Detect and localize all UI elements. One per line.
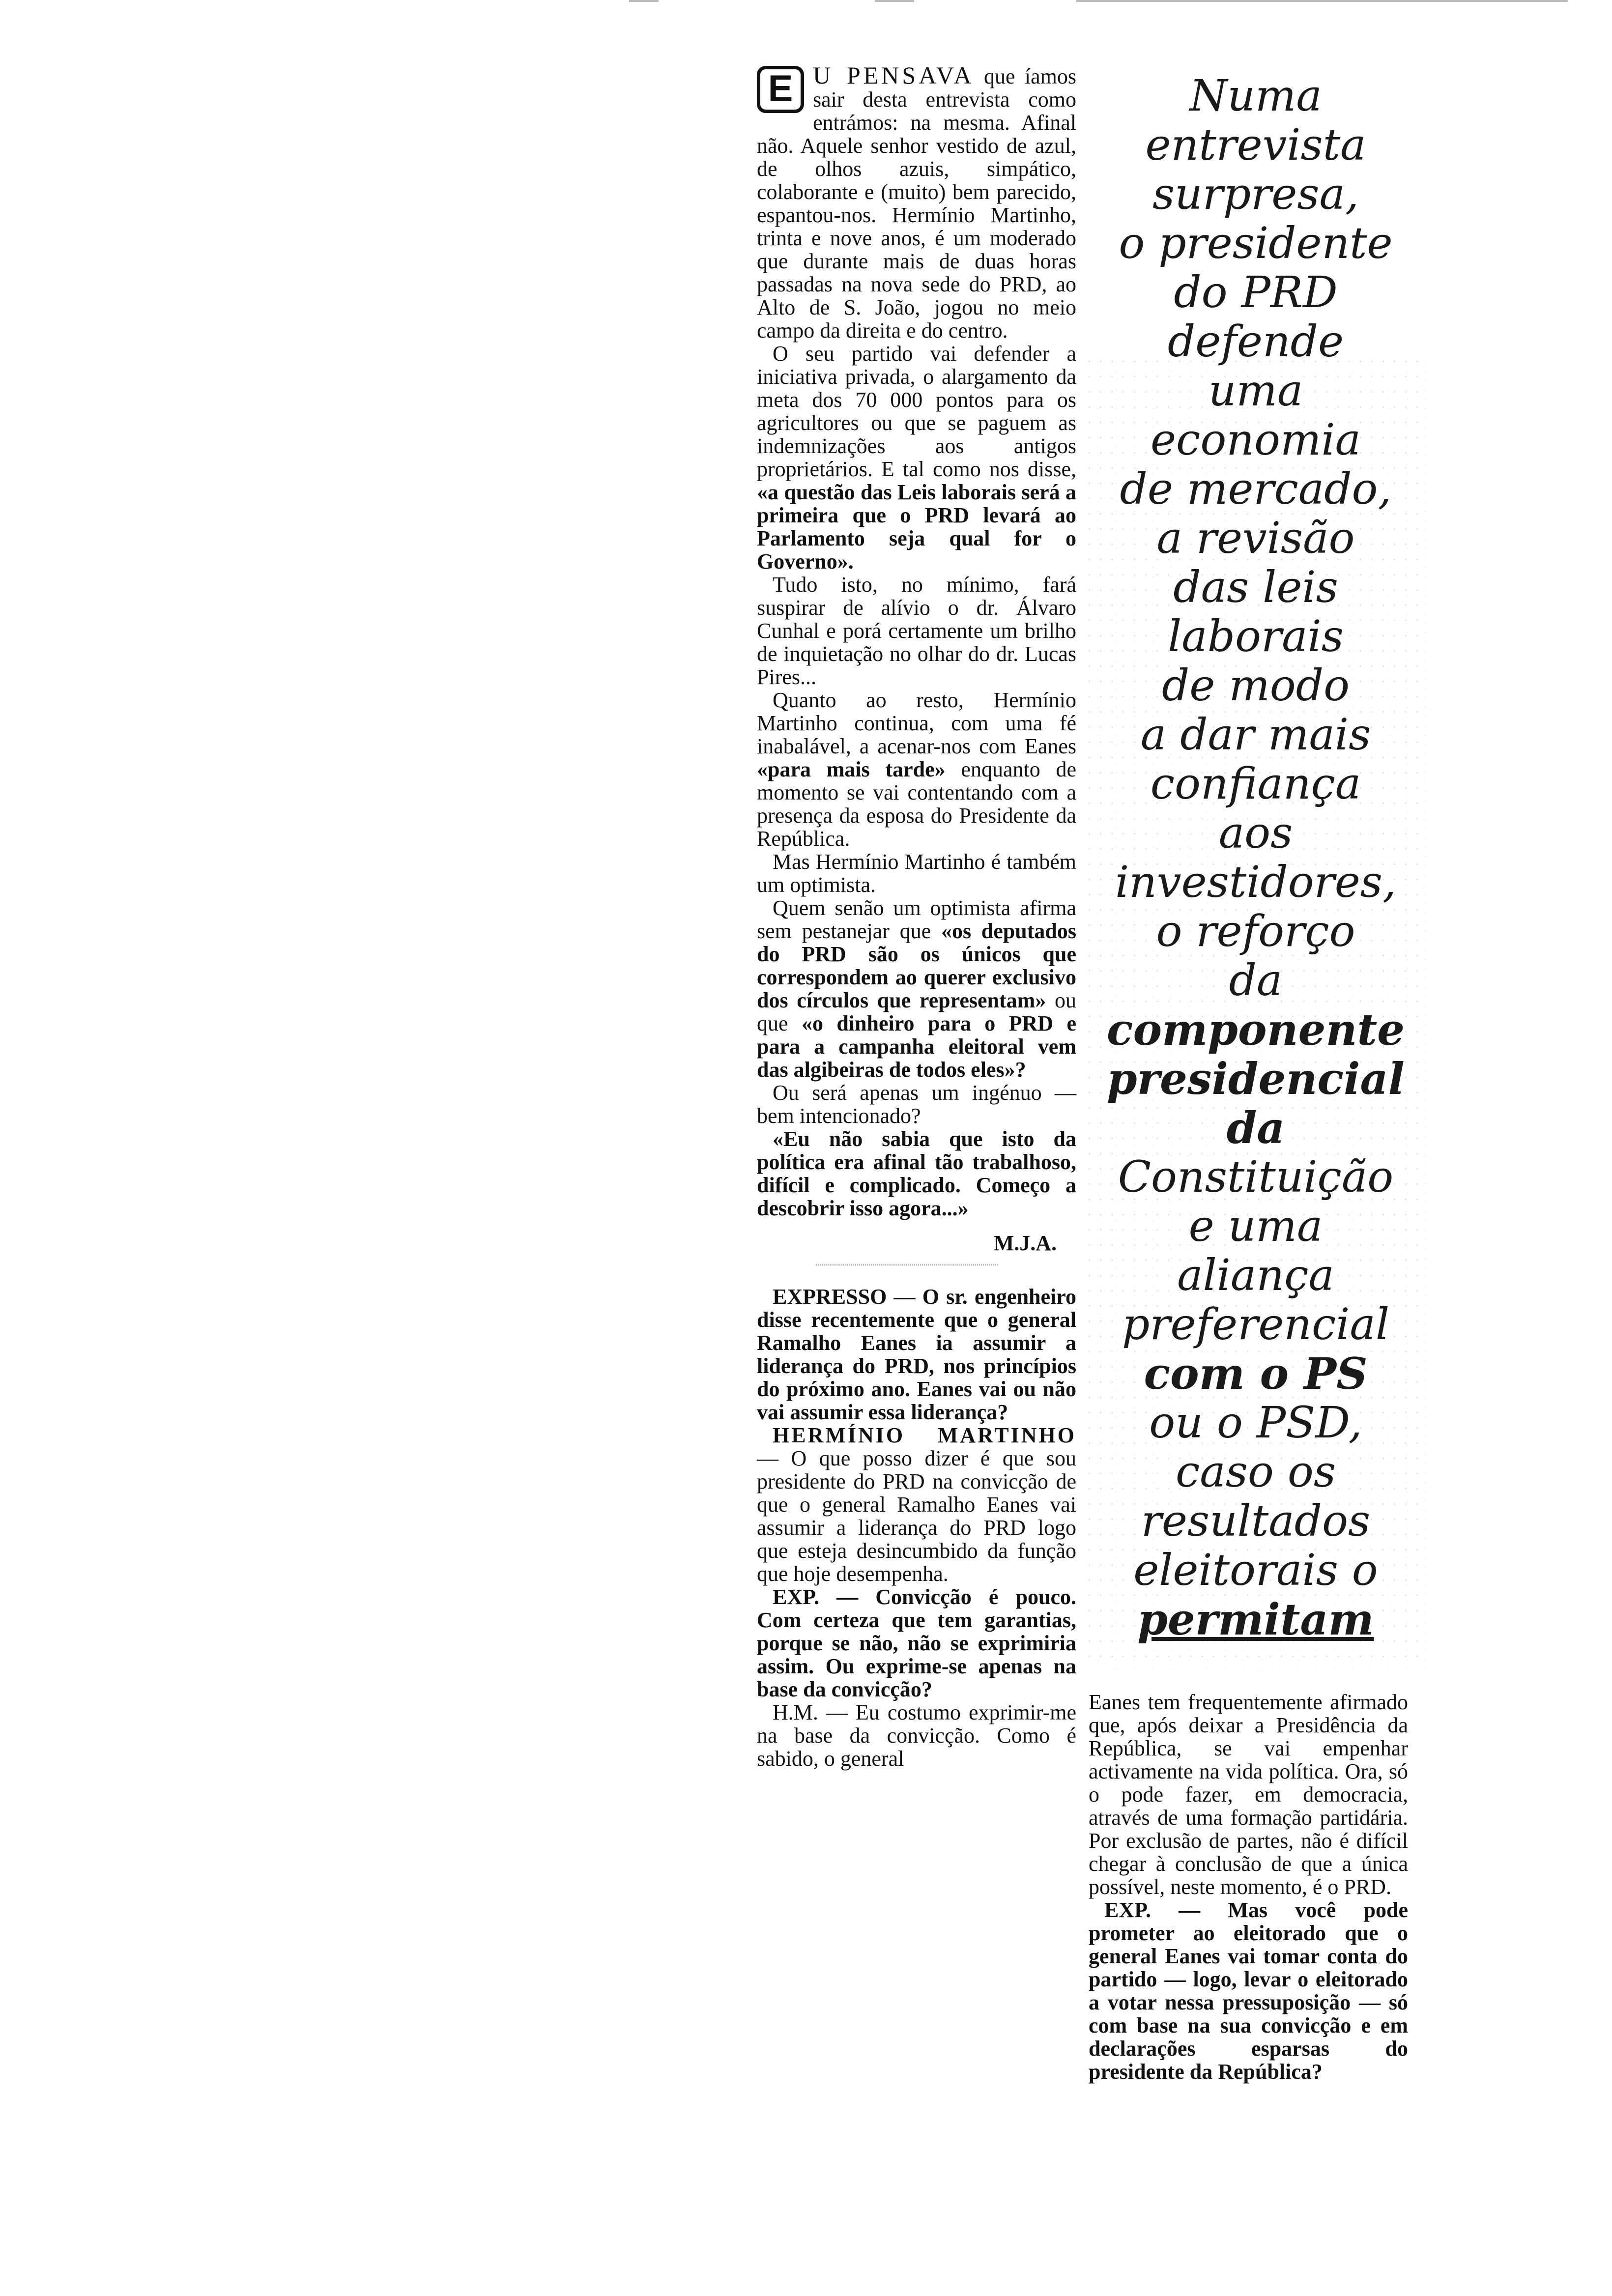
paragraph: Eanes tem frequentemente afirmado que, após deixar a Presidência da República, se vai empenhar activamente na vida política. Ora, só o pode fazer, em democracia, através de uma formação partidária. Por exclusão de partes, não é difícil chegar à conclusão de que a única possível, neste momento, é o PRD. [1089,1690,1408,1899]
headline-line: o reforço [1156,906,1355,956]
paragraph: Mas Hermínio Martinho é também um optimista. [757,850,1076,897]
quote-bold: «a questão das Leis laborais será a primeira que o PRD levará ao Parlamento seja qual for o Governo». [757,480,1076,574]
headline-line: Constituição [1118,1151,1394,1202]
headline-column [1089,71,1423,1644]
paragraph: Ou será apenas um ingénuo — bem intencionado? [757,1081,1076,1128]
headline-line: defende [1167,316,1344,367]
headline-line: eleitorais o [1133,1545,1378,1595]
scan-edge-mark [629,0,659,2]
headline-line: do PRD [1174,267,1338,317]
paragraph-text: Quanto ao resto, Hermínio Martinho continua, com uma fé inabalável, a acenar-nos com Eanes [757,688,1076,758]
headline-line: com o PS [1144,1348,1368,1399]
headline-line: uma [1208,365,1303,416]
headline-line: a revisão [1156,513,1355,563]
headline-line: economia [1150,414,1361,465]
paragraph-text: Quem senão um optimista afirma sem pestanejar que [757,896,1076,943]
paragraph [757,342,1076,573]
lead-text: que íamos sair desta entrevista como entrámos: na mesma. Afinal não. Aquele senhor vestido de azul, de olhos azuis, simpático, colaborante e (muito) bem parecido, espantou-nos. Hermínio Martinho, trinta e nove anos, é um moderado que durante mais de duas horas passadas na nova sede do PRD, ao Alto de S. João, jogou no meio campo da direita e do centro. [757,64,1077,343]
interview-answer: H.M. — Eu costumo exprimir-me na base da convicção. Como é sabido, o general [757,1700,1076,1771]
quote-bold: «para mais tarde» [757,757,946,781]
headline-line: aos [1218,807,1293,858]
interview-question: EXP. — Mas você pode prometer ao eleitorado que o general Eanes vai tomar conta do partido — logo, levar o eleitorado a votar nessa pressuposição — só com base na sua convicção e em declarações esparsas do presidente da República? [1089,1898,1408,2084]
headline-line: caso os [1175,1446,1336,1497]
scan-edge-mark [1076,0,1568,2]
headline-line: confiança [1150,758,1361,809]
paragraph: Tudo isto, no mínimo, fará suspirar de alívio o dr. Álvaro Cunhal e porá certamente um brilho de inquietação no olhar do dr. Lucas Pires... [757,573,1076,689]
headline-line: de mercado, [1120,463,1392,514]
paragraph-text: ou que [757,988,1077,1035]
lead-opening: U PENSAVA [813,61,975,89]
lead-paragraph [757,61,1077,343]
headline-line: de modo [1161,660,1350,711]
headline-line: ou o PSD, [1149,1397,1362,1448]
headline-line: entrevista [1145,119,1366,170]
paragraph-text: O seu partido vai defender a iniciativa privada, o alargamento da meta dos 70 000 pontos para os agricultores ou que se paguem as indemnizações aos antigos proprietários. E tal como nos disse, [757,342,1076,481]
headline-line: das leis [1173,562,1338,612]
headline-line: Numa [1189,70,1322,121]
headline-line: da [1229,955,1283,1005]
headline-line: laborais [1168,611,1344,661]
headline-line: preferencial [1122,1299,1389,1349]
headline-line: presidencial [1107,1053,1405,1104]
headline-line: a dar mais [1140,709,1371,760]
headline-line: aliança [1177,1250,1334,1300]
drop-cap: E [757,66,804,113]
interview-question: EXP. — Convicção é pouco. Com certeza que tem garantias, porque se não, não se exprimiria assim. Ou exprime-se apenas na base da convicção? [757,1585,1076,1701]
scan-edge-mark [875,0,914,2]
headline-line: investidores, [1115,857,1396,907]
headline-line: resultados [1141,1495,1371,1546]
quote-bold: «o dinheiro para o PRD e para a campanha eleitoral vem das algibeiras de todos eles»? [757,1011,1076,1082]
paragraph-text: enquanto de momento se vai contentando com a presença da esposa do Presidente da República. [757,757,1076,851]
headline-line: o presidente [1119,218,1393,268]
interview-question: EXPRESSO — O sr. engenheiro disse recentemente que o general Ramalho Eanes ia assumir a liderança do PRD, nos princípios do próximo ano. Eanes vai ou não vai assumir essa liderança? [757,1285,1076,1424]
quote-bold: «os deputados do PRD são os únicos que correspondem ao querer exclusivo dos círculos que representam» [757,919,1076,1012]
paragraph [757,689,1076,850]
right-column [1089,1691,1408,2083]
headline-line: componente [1106,1004,1405,1055]
left-column [757,61,1077,1771]
headline-line: e uma [1188,1201,1323,1251]
closing-quote: «Eu não sabia que isto da política era afinal tão trabalhoso, difícil e complicado. Começo a descobrir isso agora...» [757,1127,1076,1220]
paragraph [757,896,1076,1081]
speaker-name: HERMÍNIO MARTINHO [773,1423,1076,1447]
author-signature: M.J.A. [993,1231,1057,1255]
answer-text: — O que posso dizer é que sou presidente do PRD na convicção de que o general Ramalho Eanes vai assumir a liderança do PRD logo que esteja desincumbido da função que hoje desempenha. [757,1446,1076,1586]
headline-line: surpresa, [1152,169,1359,219]
section-divider [816,1264,998,1265]
interview-answer [757,1424,1076,1585]
headline-line: da [1226,1102,1285,1153]
headline-line: permitam [1137,1594,1374,1645]
